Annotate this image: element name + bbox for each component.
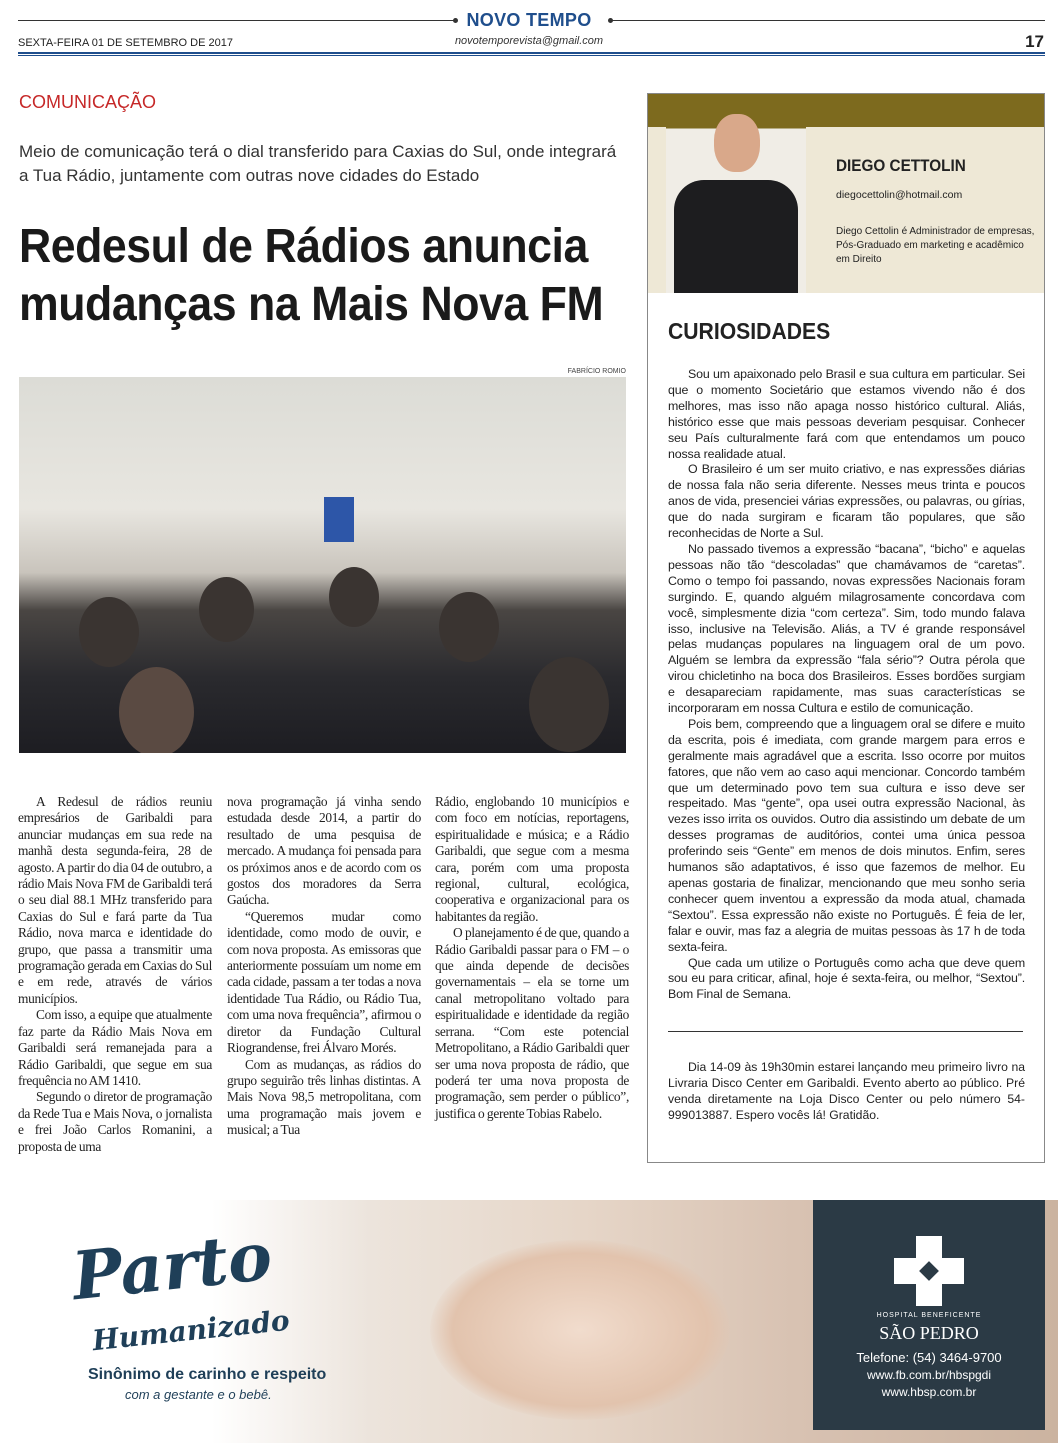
issue-date: SEXTA-FEIRA 01 DE SETEMBRO DE 2017: [18, 37, 233, 49]
photo-credit: FABRÍCIO ROMIO: [567, 368, 626, 375]
section-label: COMUNICAÇÃO: [19, 92, 157, 112]
ad-title: Parto: [68, 1216, 276, 1316]
hospital-phone: Telefone: (54) 3464-9700: [856, 1350, 1002, 1365]
paragraph: No passado tivemos a expressão “bacana”, “bicho” e aquelas pessoas não tão “descoladas” que chamávamos de “caretas”. Como o tempo foi passando, novas expressões Nacionais foram surgindo. E, quando alguém milagrosamente concordava com você, simplesmente dizia “com certeza”. Sim, todo mundo falava isso, inclusive na Televisão. Aliás, a TV é grande responsável pelas mudanças populares na linguagem oral de um povo. Alguém se lembra da expressão “fala sério”? Outra pérola que virou chicletinho na boca dos Brasileiros. Esses bordões surgiam e desapareciam rapidamente, mas suas características se incorporaram em nossa Cultura e estilo de comunicação.: [668, 541, 1025, 716]
baby-image: [430, 1240, 730, 1420]
column-title: CURIOSIDADES: [668, 318, 831, 344]
paragraph: Rádio, englobando 10 municípios e com foco em notícias, reportagens, espiritualidade e música; e a Rádio Garibaldi, que segue com a mesma cara, porém com uma proposta regional, cultural, ecológica, cooperativa e organizacional para os habitantes da região.: [435, 794, 629, 924]
article-column-1: [18, 794, 212, 1155]
opinion-column: [647, 93, 1045, 1163]
hospital-panel: [813, 1200, 1045, 1430]
article-headline: Redesul de Rádios anuncia mudanças na Mais Nova FM: [19, 220, 604, 331]
paragraph: nova programação já vinha sendo estudada desde 2014, a partir do resultado de uma pesquisa de mercado. A mudança foi pensada para os próximos anos e de acordo com os gostos dos moradores da Serra Gaúcha.: [227, 794, 421, 908]
article-column-3: [435, 794, 629, 1122]
hospital-advertisement: [0, 1200, 1058, 1443]
column-body: [668, 367, 1025, 1003]
paragraph: O Brasileiro é um ser muito criativo, e nas expressões diárias de nossa fala não seria diferente. Nesses meus trinta e poucos anos de vida, presenciei várias expressões, ou palavras, ou gírias, que do nada surgiram e ficaram tão populares, que são reconhecidas de Norte a Sul.: [668, 462, 1025, 541]
ad-slogan-2: com a gestante e o bebê.: [125, 1387, 272, 1402]
newspaper-name: NOVO TEMPO: [466, 10, 592, 30]
banner: [324, 497, 354, 542]
audience-member: [329, 567, 379, 627]
column-content: [668, 367, 1025, 1123]
hospital-logo-icon: [894, 1236, 964, 1306]
paragraph: Com as mudanças, as rádios do grupo seguirão três linhas distintas. A Mais Nova 98,5 metropolitana, com uma programação mais jovem e musical; a Tua: [227, 1056, 421, 1138]
audience-member: [119, 667, 194, 753]
page-number: 17: [1025, 32, 1044, 51]
author-face: [714, 114, 760, 172]
author-name: DIEGO CETTOLIN: [836, 156, 966, 175]
article-column-2: [227, 794, 421, 1139]
paragraph: O planejamento é de que, quando a Rádio Garibaldi passar para o FM – o que ainda depende de decisões governamentais – ela se torne um canal metropolitano voltado para espiritualidade e identidade da região serrana. “Com este potencial Metropolitano, a Rádio Garibaldi quer ser uma nova proposta de rádio, que poderá ter uma nova proposta de programação, sem perder o público”, justifica o gerente Tobias Rabelo.: [435, 925, 629, 1121]
paragraph: “Queremos mudar como identidade, como modo de ouvir, e com nova proposta. As emissoras que anteriormente possuíam um nome em cada cidade, passam a ter todas a nova identidade Tua Rádio, ou Rádio Tua, com uma nova frequência”, afirmou o diretor da Fundação Cultural Riograndense, frei Álvaro Morés.: [227, 908, 421, 1056]
article-photo: [19, 377, 626, 753]
header-divider: [18, 52, 1045, 56]
audience-member: [199, 577, 254, 642]
author-bio: Diego Cettolin é Administrador de empresas, Pós-Graduado em marketing e acadêmico em Direito: [836, 226, 1035, 265]
divider: [668, 1031, 1023, 1032]
newspaper-email: novotemporevista@gmail.com: [454, 35, 604, 47]
ad-slogan: Sinônimo de carinho e respeito: [88, 1366, 327, 1383]
article-subtitle: Meio de comunicação terá o dial transferido para Caxias do Sul, onde integrará a Tua Rádio, juntamente com outras nove cidades do Estado: [19, 142, 617, 185]
paragraph: Segundo o diretor de programação da Rede Tua e Mais Nova, o jornalista e frei João Carlos Romanini, a proposta de uma: [18, 1089, 212, 1154]
paragraph: Com isso, a equipe que atualmente faz parte da Rádio Mais Nova em Garibaldi será remanejada para a Rádio Garibaldi, que segue em sua frequência no AM 1410.: [18, 1007, 212, 1088]
ad-title-2: Humanizado: [90, 1303, 292, 1358]
paragraph: Sou um apaixonado pelo Brasil e sua cultura em particular. Sei que o momento Societário que estamos vivendo não é dos melhores, mas isso não apaga nosso histórico cultural. Aliás, histórico esse que mais pessoas deveriam pesquisar. Conhecer seu País culturalmente fará com que entendamos um pouco nossa realidade atual.: [668, 367, 1025, 461]
paragraph: Que cada um utilize o Português como acha que deve quem sou eu para criticar, afinal, hoje é sexta-feira, ou melhor, “Sextou”. Bom Final de Semana.: [668, 955, 1025, 1002]
author-photo: [666, 102, 806, 293]
author-shirt: [674, 180, 798, 293]
audience-member: [79, 597, 139, 667]
hospital-label: HOSPITAL BENEFICENTE: [876, 1312, 982, 1319]
hospital-website[interactable]: www.hbsp.com.br: [881, 1385, 977, 1399]
author-email: diegocettolin@hotmail.com: [836, 189, 963, 201]
paragraph: Pois bem, compreendo que a linguagem oral se difere e muito da escrita, pois é imediata, com grande margem para erros e geralmente mais agradável que a escrita. Isso ocorre por muitos fatores, que não vem ao caso aqui mencionar. Concordo também que um determinado povo tem sua cultura e isso deve ser respeitado. Mas “gente”, opa usei outra expressão Nacional, às vezes isso irrita os ouvidos. Outro dia assistindo um debate de um desses programas de auditórios, contei uma única pessoa proferindo seis “Gente” em menos de dois minutos. Enfim, seres humanos são adaptativos, é isso que fazemos de melhor. Eu apenas gostaria de finalizar, mencionando que meu sonho seria conhecer quem inventou a expressão da moda atual, chamada “Sextou”. Essa expressão não existe no Português. É feia de ler, falar e ouvir, mas faz a alegria de muitas pessoas às 17 h de toda sexta-feira.: [668, 716, 1025, 954]
hospital-name: SÃO PEDRO: [879, 1323, 979, 1343]
book-launch-note: Dia 14-09 às 19h30min estarei lançando meu primeiro livro na Livraria Disco Center em Garibaldi. Evento aberto ao público. Pré venda diretamente na Loja Disco Center ou pelo número 54-999013887. Espero vocês lá! Gratidão.: [668, 1060, 1025, 1122]
hospital-facebook[interactable]: www.fb.com.br/hbspgdi: [866, 1368, 992, 1382]
audience-member: [439, 592, 499, 662]
audience-member: [529, 657, 609, 752]
paragraph: A Redesul de rádios reuniu empresários de Garibaldi para anunciar mudanças em sua rede na manhã desta segunda-feira, 28 de agosto. A partir do dia 04 de outubro, a rádio Mais Nova FM de Garibaldi terá o seu dial 88.1 MHz transferido para Caxias do Sul e fará parte da Tua Rádio, nova marca e identidade do grupo, que passa a transmitir uma programação gerada em Caxias do Sul e em rede, através de vários municípios.: [18, 794, 212, 1006]
